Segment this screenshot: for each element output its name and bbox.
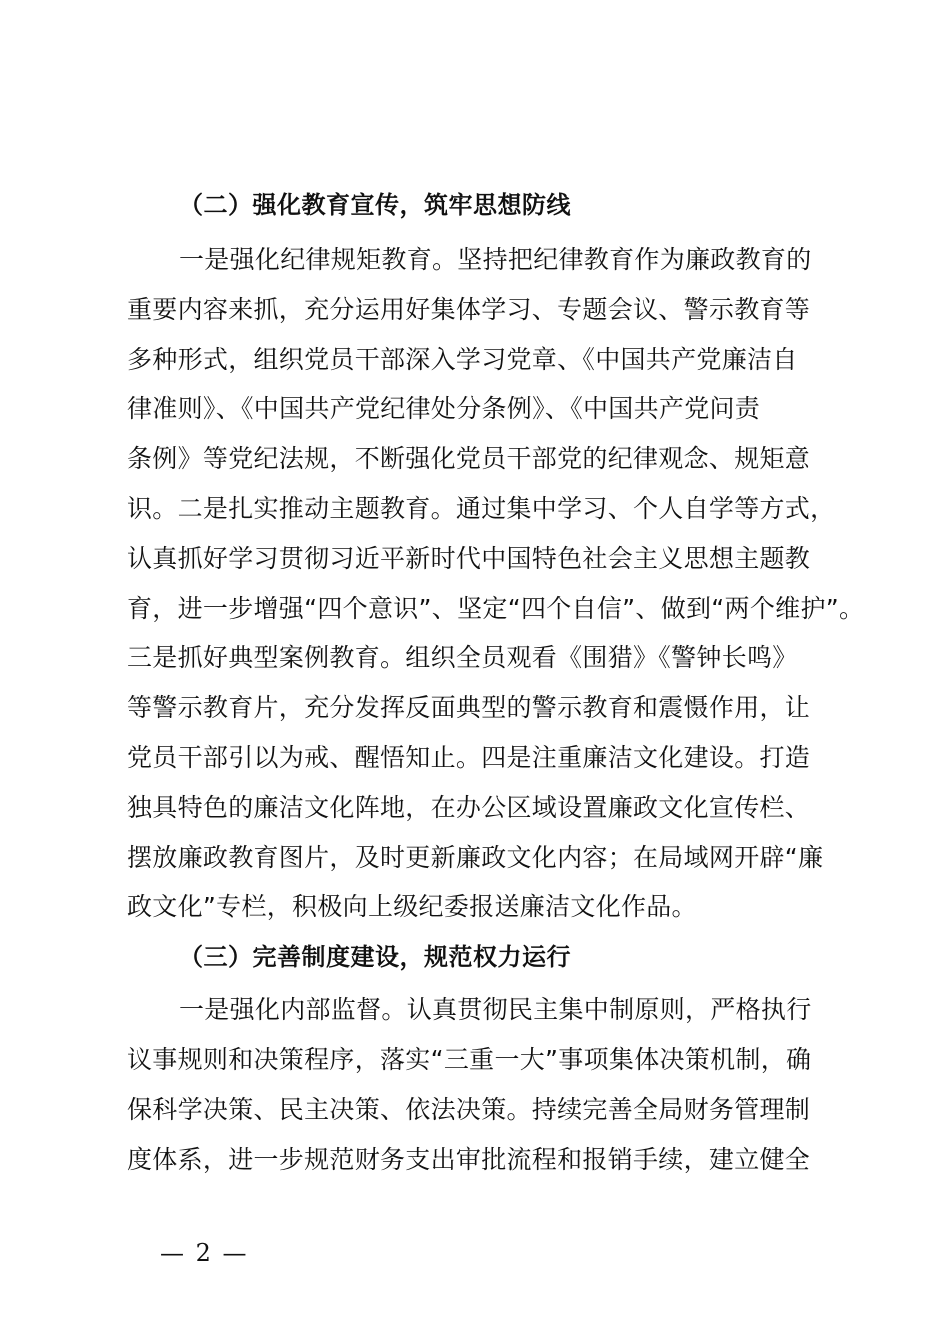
paragraph-line: 律准则》、《中国共产党纪律处分条例》、《中国共产党问责 (127, 394, 761, 424)
paragraph-line: 条例》等党纪法规，不断强化党员干部党的纪律观念、规矩意 (127, 444, 811, 474)
paragraph-line: 重要内容来抓，充分运用好集体学习、专题会议、警示教育等 (127, 294, 811, 324)
paragraph-line: 独具特色的廉洁文化阵地，在办公区域设置廉政文化宣传栏、 (127, 792, 811, 822)
section-heading-2: （二）强化教育宣传，筑牢思想防线 (179, 191, 571, 219)
page-number: — 2 — (160, 1239, 249, 1267)
paragraph-line: 议事规则和决策程序，落实“三重一大”事项集体决策机制，确 (127, 1044, 812, 1074)
paragraph-line: 多种形式，组织党员干部深入学习党章、《中国共产党廉洁自 (127, 344, 798, 374)
paragraph-line: 育，进一步增强“四个意识”、坚定“四个自信”、做到“两个维护”。 (127, 593, 865, 623)
paragraph-line: 三是抓好典型案例教育。组织全员观看《围猎》《警钟长鸣》 (127, 643, 798, 673)
paragraph-line: 摆放廉政教育图片，及时更新廉政文化内容；在局域网开辟“廉 (127, 842, 824, 872)
paragraph-line: 等警示教育片，充分发挥反面典型的警示教育和震慑作用，让 (127, 693, 811, 723)
paragraph-line: 度体系，进一步规范财务支出审批流程和报销手续，建立健全 (127, 1144, 811, 1174)
section-2-paragraph (127, 235, 865, 932)
section-3-paragraph (127, 985, 839, 1184)
paragraph-line: 政文化”专栏，积极向上级纪委报送廉洁文化作品。 (127, 892, 697, 922)
section-heading-3: （三）完善制度建设，规范权力运行 (179, 943, 571, 972)
paragraph-line: 保科学决策、民主决策、依法决策。持续完善全局财务管理制 (127, 1094, 811, 1124)
paragraph-line: 一是强化纪律规矩教育。坚持把纪律教育作为廉政教育的 (179, 245, 812, 274)
document-body (127, 186, 865, 1184)
paragraph-line: 党员干部引以为戒、醒悟知止。四是注重廉洁文化建设。打造 (127, 742, 811, 772)
paragraph-line: 识。二是扎实推动主题教育。通过集中学习、个人自学等方式， (127, 493, 836, 523)
paragraph-line: 一是强化内部监督。认真贯彻民主集中制原则，严格执行 (179, 995, 812, 1025)
paragraph-line: 认真抓好学习贯彻习近平新时代中国特色社会主义思想主题教 (127, 543, 811, 573)
